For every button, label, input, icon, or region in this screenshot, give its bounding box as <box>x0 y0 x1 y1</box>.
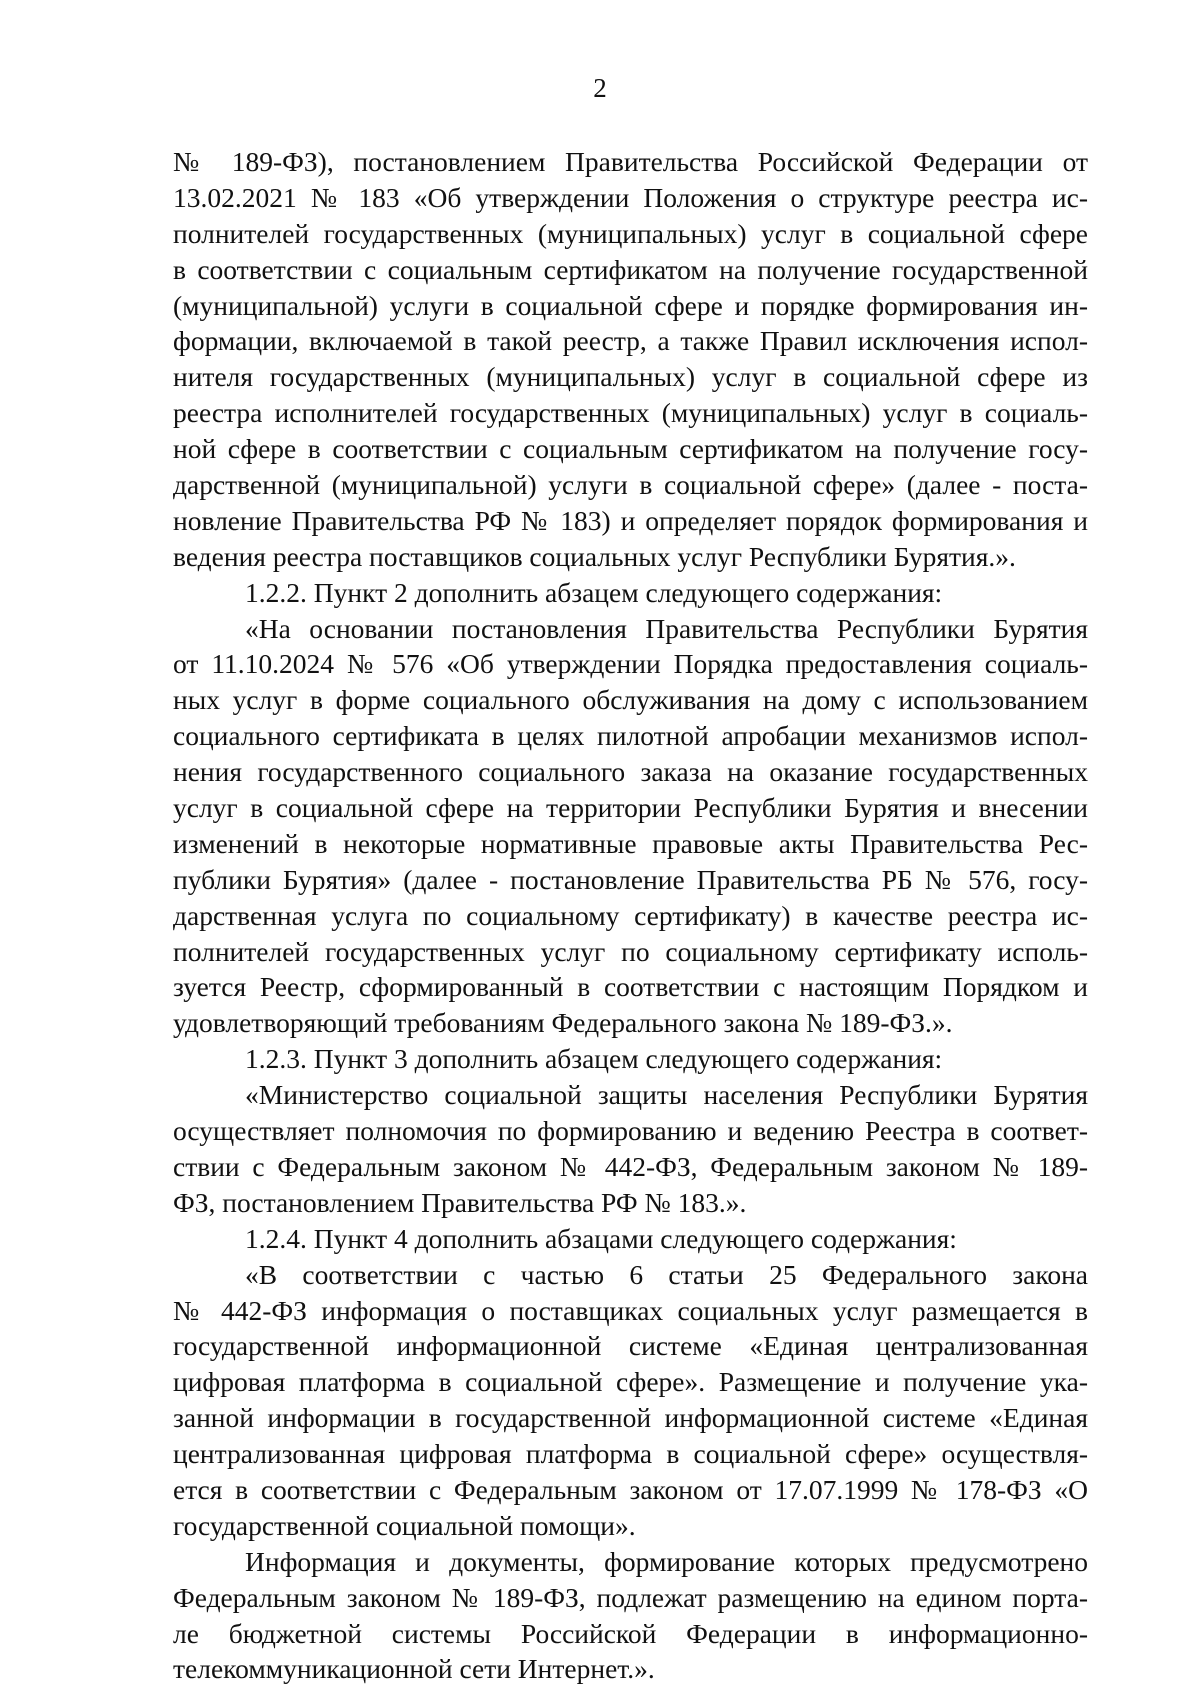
text-line: 13.02.2021 № 183 «Об утверждении Положения о структуре реестра ис- <box>173 181 1088 213</box>
text-line: удовлетворяющий требованиям Федерального закона № 189-ФЗ.». <box>173 1007 953 1039</box>
text-line: телекоммуникационной сети Интернет.». <box>173 1653 655 1685</box>
text-line: занной информации в государственной информационной системе «Единая <box>173 1402 1088 1434</box>
text-line: осуществляет полномочия по формированию и ведению Реестра в соответ- <box>173 1115 1088 1147</box>
text-line: полнителей государственных услуг по социальному сертификату исполь- <box>173 935 1088 967</box>
text-line: изменений в некоторые нормативные правовые акты Правительства Рес- <box>173 827 1088 859</box>
text-line: централизованная цифровая платформа в социальной сфере» осуществля- <box>173 1438 1088 1470</box>
text-line: зуется Реестр, сформированный в соответствии с настоящим Порядком и <box>173 971 1088 1003</box>
text-line: услуг в социальной сфере на территории Республики Бурятия и внесении <box>173 792 1088 824</box>
text-line: нения государственного социального заказа на оказание государственных <box>173 756 1088 788</box>
text-line: ной сфере в соответствии с социальным сертификатом на получение госу- <box>173 433 1088 465</box>
text-line: публики Бурятия» (далее - постановление Правительства РБ № 576, госу- <box>173 863 1088 895</box>
text-line: ется в соответствии с Федеральным законом от 17.07.1999 № 178-ФЗ «О <box>173 1473 1088 1505</box>
text-line: формации, включаемой в такой реестр, а также Правил исключения испол- <box>173 325 1088 357</box>
text-line: № 442-ФЗ информация о поставщиках социальных услуг размещается в <box>173 1294 1088 1326</box>
text-line: «В соответствии с частью 6 статьи 25 Федерального закона <box>245 1258 1088 1290</box>
text-line: ФЗ, постановлением Правительства РФ № 183.». <box>173 1186 747 1218</box>
page-number: 2 <box>593 73 607 103</box>
text-line: ле бюджетной системы Российской Федерации в информационно- <box>173 1617 1088 1649</box>
text-line: «На основании постановления Правительства Республики Бурятия <box>245 612 1088 644</box>
text-line: дарственной (муниципальной) услуги в социальной сфере» (далее - поста- <box>173 469 1088 501</box>
text-line: 1.2.4. Пункт 4 дополнить абзацами следующего содержания: <box>245 1222 957 1254</box>
text-line: ствии с Федеральным законом № 442-ФЗ, Федеральным законом № 189- <box>173 1150 1088 1182</box>
text-line: полнителей государственных (муниципальных) услуг в социальной сфере <box>173 217 1088 249</box>
text-line: (муниципальной) услуги в социальной сфере и порядке формирования ин- <box>173 289 1088 321</box>
text-line: 1.2.2. Пункт 2 дополнить абзацем следующего содержания: <box>245 576 943 608</box>
text-line: государственной социальной помощи». <box>173 1509 636 1541</box>
text-line: Федеральным законом № 189-ФЗ, подлежат размещению на едином порта- <box>173 1581 1088 1613</box>
text-line: Информация и документы, формирование которых предусмотрено <box>245 1545 1088 1577</box>
text-line: от 11.10.2024 № 576 «Об утверждении Порядка предоставления социаль- <box>173 648 1088 680</box>
text-line: 1.2.3. Пункт 3 дополнить абзацем следующего содержания: <box>245 1043 943 1075</box>
text-line: ведения реестра поставщиков социальных услуг Республики Бурятия.». <box>173 540 1016 572</box>
text-line: цифровая платформа в социальной сфере». Размещение и получение ука- <box>173 1366 1088 1398</box>
text-line: в соответствии с социальным сертификатом на получение государственной <box>173 253 1088 285</box>
text-line: нителя государственных (муниципальных) услуг в социальной сфере из <box>173 361 1088 393</box>
text-line: социального сертификата в целях пилотной апробации механизмов испол- <box>173 720 1088 752</box>
text-line: «Министерство социальной защиты населения Республики Бурятия <box>245 1079 1088 1111</box>
text-line: № 189-ФЗ), постановлением Правительства Российской Федерации от <box>173 146 1088 177</box>
text-line: реестра исполнителей государственных (муниципальных) услуг в социаль- <box>173 397 1088 429</box>
document-body <box>173 144 1088 1687</box>
text-line: новление Правительства РФ № 183) и определяет порядок формирования и <box>173 504 1088 536</box>
text-line: государственной информационной системе «Единая централизованная <box>173 1330 1088 1362</box>
text-line: дарственная услуга по социальному сертификату) в качестве реестра ис- <box>173 899 1088 931</box>
text-line: ных услуг в форме социального обслуживания на дому с использованием <box>173 684 1088 716</box>
